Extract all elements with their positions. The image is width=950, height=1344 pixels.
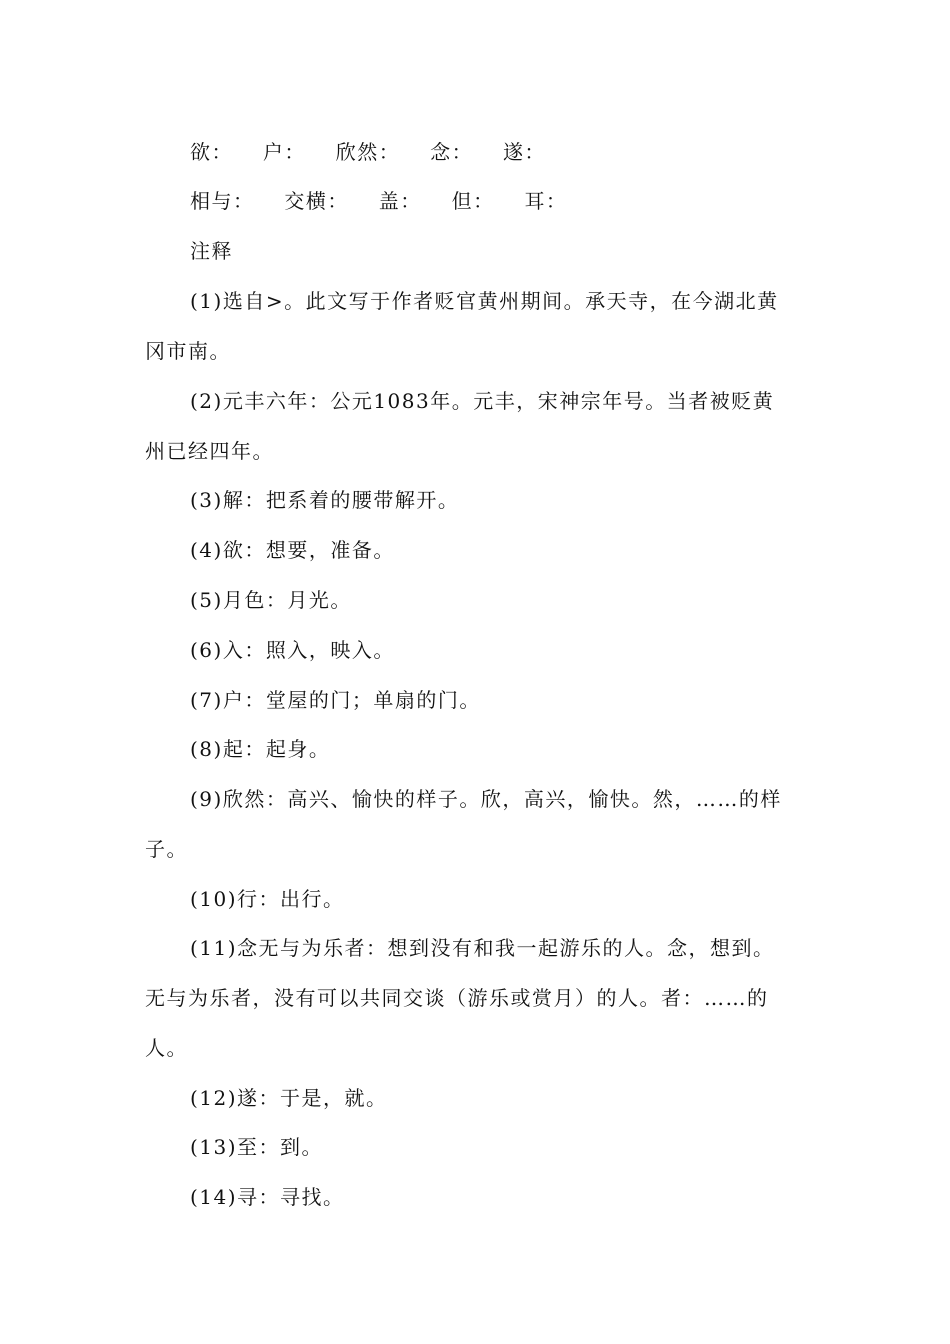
term: 念： <box>430 140 474 164</box>
term: 相与： <box>190 189 255 213</box>
term: 欣然： <box>335 140 401 164</box>
note-3: (3)解：把系着的腰带解开。 <box>190 488 460 512</box>
note-14: (14)寻：寻找。 <box>190 1185 345 1209</box>
term: 但： <box>451 189 495 213</box>
section-title: 注释 <box>190 239 233 263</box>
note-10: (10)行：出行。 <box>190 887 345 911</box>
note-6: (6)入：照入，映入。 <box>190 638 395 662</box>
note-13: (13)至：到。 <box>190 1135 324 1159</box>
note-8: (8)起：起身。 <box>190 737 331 761</box>
note-11-line-1: (11)念无与为乐者：想到没有和我一起游乐的人。念，想到。 <box>190 936 775 960</box>
note-12: (12)遂：于是，就。 <box>190 1086 388 1110</box>
note-11-line-2: 无与为乐者，没有可以共同交谈（游乐或赏月）的人。者：……的 <box>145 986 769 1010</box>
terms-line-2 <box>190 189 810 213</box>
note-9-line-2: 子。 <box>145 837 188 861</box>
note-2-line-1: (2)元丰六年：公元1083年。元丰，宋神宗年号。当者被贬黄 <box>190 389 775 413</box>
note-4: (4)欲：想要，准备。 <box>190 538 395 562</box>
note-2-line-2: 州已经四年。 <box>145 439 274 463</box>
term: 盖： <box>378 189 422 213</box>
note-1-line-1: (1)选自>。此文写于作者贬官黄州期间。承天寺，在今湖北黄 <box>190 289 779 313</box>
note-1-line-2: 冈市南。 <box>145 339 231 363</box>
term: 耳： <box>524 189 568 213</box>
term: 户： <box>262 140 306 164</box>
note-7: (7)户：堂屋的门；单扇的门。 <box>190 688 481 712</box>
note-9-line-1: (9)欣然：高兴、愉快的样子。欣，高兴，愉快。然，……的样 <box>190 787 782 811</box>
terms-line-1 <box>190 140 810 164</box>
note-11-line-3: 人。 <box>145 1036 188 1060</box>
term: 遂： <box>502 140 546 164</box>
term: 交横： <box>284 189 349 213</box>
term: 欲： <box>190 140 233 164</box>
note-5: (5)月色：月光。 <box>190 588 352 612</box>
